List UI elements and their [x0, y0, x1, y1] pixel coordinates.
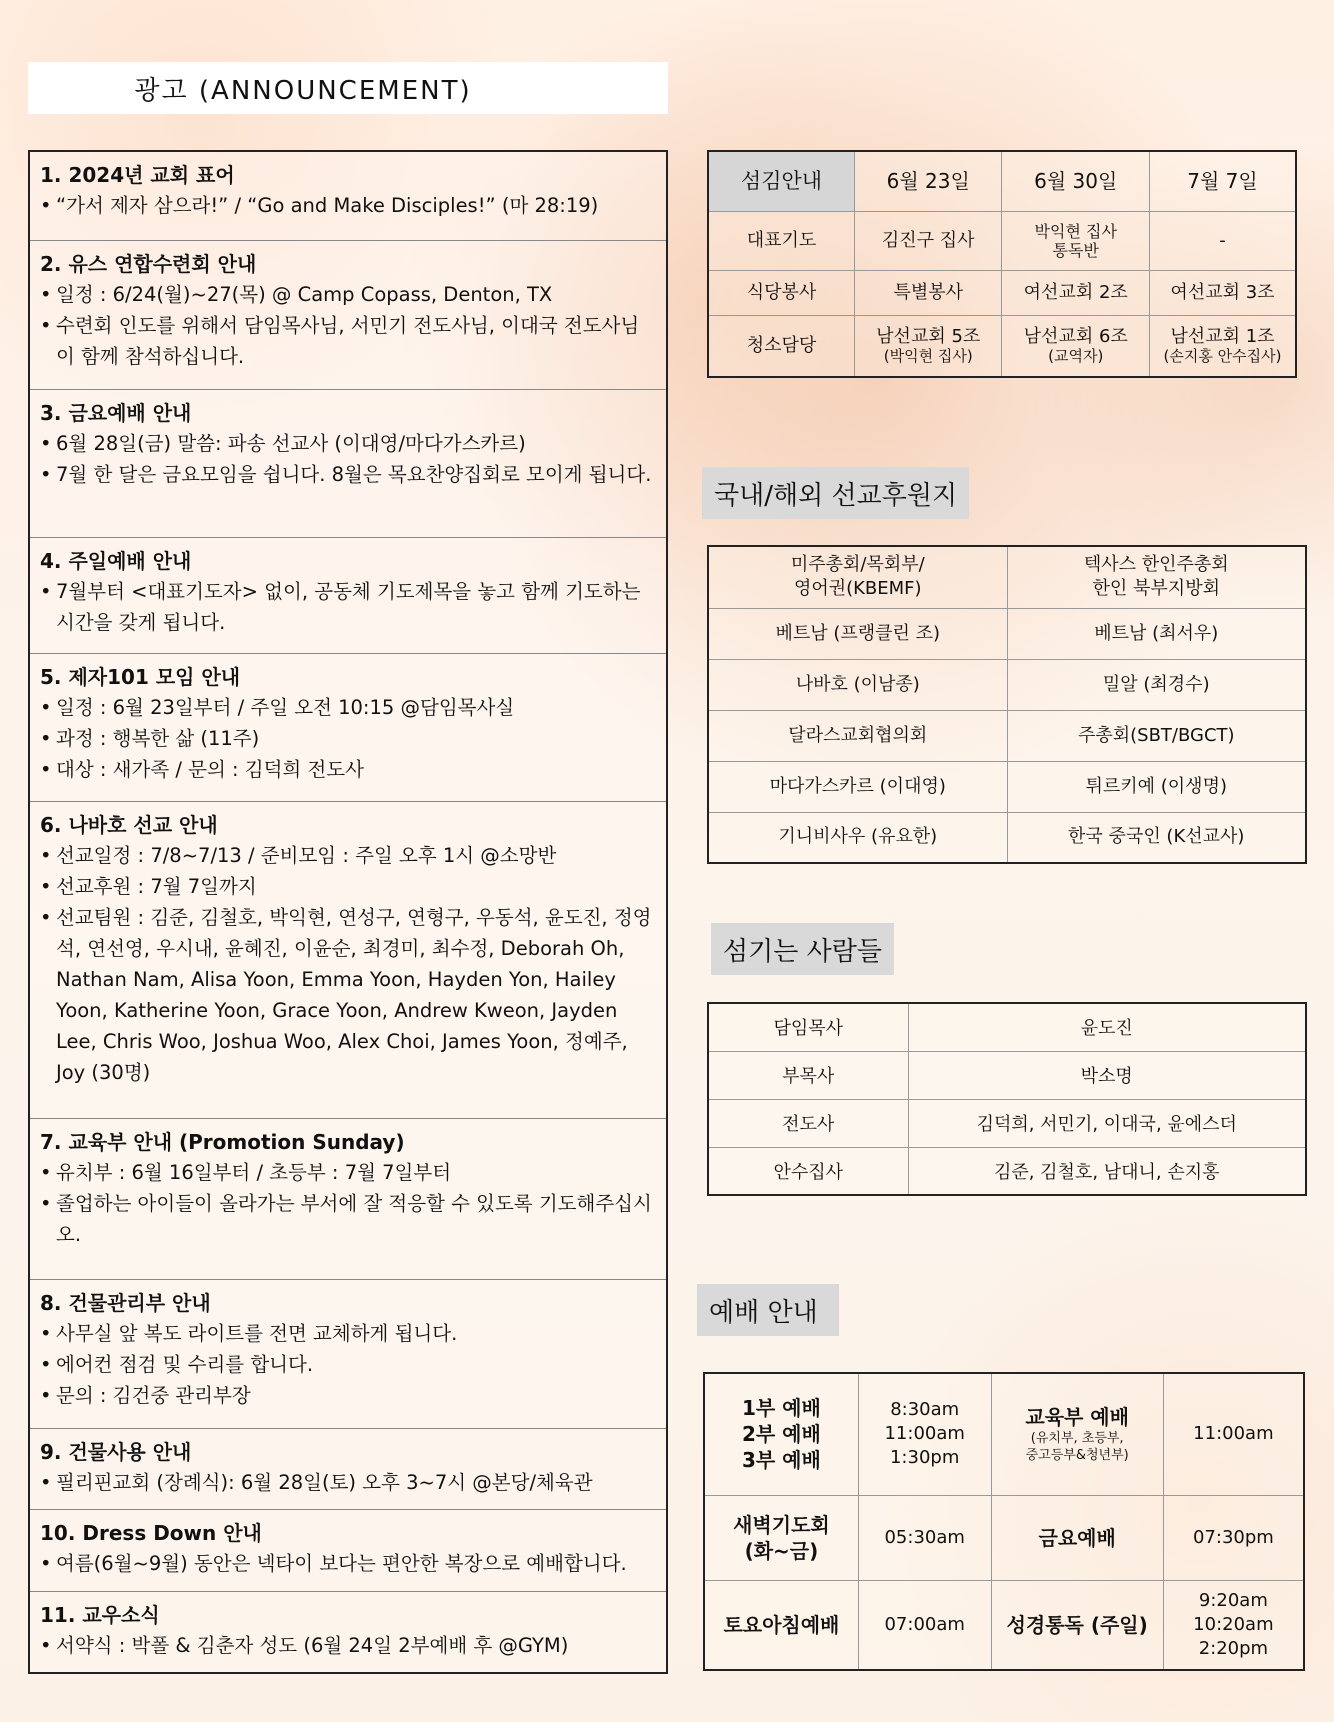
- serving-schedule-table: [707, 150, 1297, 378]
- mission-cell: 달라스교회협의회: [708, 710, 1007, 761]
- mission-cell: 기니비사우 (유요한): [708, 812, 1007, 863]
- announcement-heading: 4. 주일예배 안내: [40, 549, 192, 573]
- announcement-item: [30, 1429, 666, 1510]
- announcement-line: • 일정 : 6월 23일부터 / 주일 오전 10:15 @담임목사실: [40, 692, 658, 723]
- announcement-line: • 문의 : 김건중 관리부장: [40, 1380, 658, 1411]
- table-row: [704, 1373, 1304, 1495]
- announcement-heading: 9. 건물사용 안내: [40, 1440, 192, 1464]
- announcement-line: • 7월 한 달은 금요모임을 쉽니다. 8월은 목요찬양집회로 모이게 됩니다.: [40, 459, 658, 490]
- announcement-item: [30, 390, 666, 538]
- mission-section-label: 국내/해외 선교후원지: [702, 467, 969, 519]
- names-cell: 김준, 김철호, 남대니, 손지홍: [908, 1147, 1306, 1195]
- mission-cell: 주총회(SBT/BGCT): [1007, 710, 1306, 761]
- mission-cell: 밀알 (최경수): [1007, 659, 1306, 710]
- service-time: 07:30pm: [1163, 1495, 1304, 1580]
- cell-main: 남선교회 1조: [1170, 326, 1275, 348]
- mission-table: [707, 545, 1307, 864]
- announcement-line: • 서약식 : 박폴 & 김춘자 성도 (6월 24일 2부예배 후 @GYM): [40, 1630, 658, 1661]
- announcement-line: • 유치부 : 6월 16일부터 / 초등부 : 7월 7일부터: [40, 1157, 658, 1188]
- names-cell: 윤도진: [908, 1003, 1306, 1051]
- table-cell: [1007, 546, 1306, 608]
- service-time: 8:30am 11:00am 1:30pm: [858, 1373, 991, 1495]
- mission-cell: 텍사스 한인주총회 한인 북부지방회: [1083, 554, 1229, 600]
- service-time: 9:20am 10:20am 2:20pm: [1163, 1580, 1304, 1670]
- page-title: 광고 (ANNOUNCEMENT): [134, 75, 472, 106]
- table-header-cell: 섬김안내: [708, 151, 854, 211]
- table-cell: [1149, 211, 1296, 270]
- table-row: [708, 659, 1306, 710]
- role-cell: 전도사: [708, 1099, 908, 1147]
- role-cell: 안수집사: [708, 1147, 908, 1195]
- announcement-line: • 선교후원 : 7월 7일까지: [40, 871, 658, 902]
- table-row: [708, 546, 1306, 608]
- announcement-item: [30, 152, 666, 241]
- announcement-line: • “가서 제자 삼으라!” / “Go and Make Disciples!” (마 28:19): [40, 190, 658, 221]
- mission-cell: 미주총회/목회부/ 영어권(KBEMF): [790, 554, 925, 600]
- announcement-line: • 사무실 앞 복도 라이트를 전면 교체하게 됩니다.: [40, 1318, 658, 1349]
- announcement-heading: 10. Dress Down 안내: [40, 1521, 262, 1545]
- announcement-line: • 과정 : 행복한 삶 (11주): [40, 723, 658, 754]
- announcement-heading: 11. 교우소식: [40, 1603, 160, 1627]
- announcement-line: • 선교일정 : 7/8~7/13 / 준비모임 : 주일 오후 1시 @소망반: [40, 840, 658, 871]
- table-cell: [1149, 315, 1296, 377]
- announcement-item: [30, 654, 666, 802]
- worship-table: [703, 1372, 1305, 1671]
- table-header-cell: 6월 30일: [1002, 151, 1150, 211]
- announcement-line: • 에어컨 점검 및 수리를 합니다.: [40, 1349, 658, 1380]
- announcement-heading: 8. 건물관리부 안내: [40, 1291, 211, 1315]
- announcement-line: • 여름(6월~9월) 동안은 넥타이 보다는 편안한 복장으로 예배합니다.: [40, 1548, 658, 1579]
- announcement-item: [30, 1510, 666, 1592]
- role-cell: 부목사: [708, 1051, 908, 1099]
- announcement-heading: 1. 2024년 교회 표어: [40, 163, 235, 187]
- table-row: [708, 1099, 1306, 1147]
- table-row: [708, 211, 1296, 270]
- page-title-bar: [28, 62, 668, 114]
- table-row: [708, 1051, 1306, 1099]
- service-name: 성경통독 (주일): [991, 1580, 1163, 1670]
- announcement-heading: 6. 나바호 선교 안내: [40, 813, 218, 837]
- role-cell: 담임목사: [708, 1003, 908, 1051]
- cell-sub: (손지홍 안수집사): [1163, 347, 1282, 366]
- table-row: [708, 761, 1306, 812]
- table-row: [704, 1580, 1304, 1670]
- table-cell: 여선교회 3조: [1149, 270, 1296, 315]
- cell-main: 김진구 집사: [881, 229, 975, 251]
- announcement-heading: 3. 금요예배 안내: [40, 401, 192, 425]
- announcement-item: [30, 1119, 666, 1280]
- table-cell: 특별봉사: [854, 270, 1002, 315]
- names-cell: 박소명: [908, 1051, 1306, 1099]
- announcement-line: • 선교팀원 : 김준, 김철호, 박익현, 연성구, 연형구, 우동석, 윤도진, 정영석, 연선영, 우시내, 윤혜진, 이윤순, 최경미, 최수정, Deborah Oh, Nathan Nam, Alisa Yoon, Emma Yoon, Hayden Yon, Hailey Yoon, Katherine Yoon, Grace Yoon, Andrew Kweon, Jayden Lee, Chris Woo, Joshua Woo, Alex Choi, James Yoon, 정예주, Joy (30명): [40, 902, 658, 1088]
- announcement-item: [30, 241, 666, 390]
- table-header-cell: 6월 23일: [854, 151, 1002, 211]
- service-name: 새벽기도회 (화~금): [704, 1495, 858, 1580]
- mission-cell: 한국 중국인 (K선교사): [1007, 812, 1306, 863]
- table-cell: [1002, 315, 1150, 377]
- service-name: 교육부 예배: [1025, 1405, 1129, 1430]
- announcement-line: • 6월 28일(금) 말씀: 파송 선교사 (이대영/마다가스카르): [40, 428, 658, 459]
- people-table: [707, 1002, 1307, 1196]
- announcement-line: • 일정 : 6/24(월)~27(목) @ Camp Copass, Denton, TX: [40, 279, 658, 310]
- table-row: [708, 710, 1306, 761]
- mission-cell: 마다가스카르 (이대영): [708, 761, 1007, 812]
- mission-cell: 베트남 (프랭클린 조): [708, 608, 1007, 659]
- worship-section-label: 예배 안내: [697, 1284, 839, 1336]
- service-name-cell: [991, 1373, 1163, 1495]
- announcement-item: [30, 538, 666, 654]
- mission-cell: 베트남 (최서우): [1007, 608, 1306, 659]
- announcement-item: [30, 802, 666, 1119]
- cell-sub: (박익현 집사): [883, 347, 973, 366]
- cell-main: 남선교회 5조: [876, 326, 981, 348]
- announcement-line: • 필리핀교회 (장례식): 6월 28일(토) 오후 3~7시 @본당/체육관: [40, 1467, 658, 1498]
- row-label: 대표기도: [708, 211, 854, 270]
- row-label: 식당봉사: [708, 270, 854, 315]
- cell-sub: (교역자): [1048, 347, 1104, 366]
- table-cell: [1002, 211, 1150, 270]
- announcement-line: • 7월부터 <대표기도자> 없이, 공동체 기도제목을 놓고 함께 기도하는 시간을 갖게 됩니다.: [40, 576, 658, 638]
- cell-sub: 통독반: [1052, 240, 1099, 260]
- table-header-row: [708, 151, 1296, 211]
- table-row: [708, 1147, 1306, 1195]
- service-name: 토요아침예배: [704, 1580, 858, 1670]
- announcement-heading: 7. 교육부 안내 (Promotion Sunday): [40, 1130, 405, 1154]
- service-note: (유치부, 초등부, 중고등부&청년부): [1025, 1431, 1129, 1464]
- table-row: [708, 608, 1306, 659]
- announcement-line: • 졸업하는 아이들이 올라가는 부서에 잘 적응할 수 있도록 기도해주십시오.: [40, 1188, 658, 1250]
- table-row: [704, 1495, 1304, 1580]
- table-row: [708, 270, 1296, 315]
- announcement-box: [28, 150, 668, 1674]
- service-name: 금요예배: [991, 1495, 1163, 1580]
- table-row: [708, 315, 1296, 377]
- people-section-label: 섬기는 사람들: [711, 923, 894, 975]
- announcement-line: • 대상 : 새가족 / 문의 : 김덕희 전도사: [40, 754, 658, 785]
- service-time: 07:00am: [858, 1580, 991, 1670]
- mission-cell: 튀르키예 (이생명): [1007, 761, 1306, 812]
- row-label: 청소담당: [708, 315, 854, 377]
- table-cell: [854, 211, 1002, 270]
- service-time: 05:30am: [858, 1495, 991, 1580]
- service-name: 1부 예배 2부 예배 3부 예배: [704, 1373, 858, 1495]
- table-cell: [854, 315, 1002, 377]
- table-row: [708, 812, 1306, 863]
- cell-main: 남선교회 6조: [1023, 326, 1128, 348]
- service-time: 11:00am: [1163, 1373, 1304, 1495]
- table-cell: 여선교회 2조: [1002, 270, 1150, 315]
- announcement-item: [30, 1592, 666, 1672]
- cell-main: 박익현 집사: [1034, 221, 1117, 241]
- announcement-heading: 5. 제자101 모임 안내: [40, 665, 241, 689]
- announcement-item: [30, 1280, 666, 1429]
- table-header-cell: 7월 7일: [1149, 151, 1296, 211]
- announcement-heading: 2. 유스 연합수련회 안내: [40, 252, 257, 276]
- table-row: [708, 1003, 1306, 1051]
- table-cell: [708, 546, 1007, 608]
- cell-main: -: [1219, 229, 1226, 251]
- mission-cell: 나바호 (이남종): [708, 659, 1007, 710]
- announcement-line: • 수련회 인도를 위해서 담임목사님, 서민기 전도사님, 이대국 전도사님이 함께 참석하십니다.: [40, 310, 658, 372]
- names-cell: 김덕희, 서민기, 이대국, 윤에스더: [908, 1099, 1306, 1147]
